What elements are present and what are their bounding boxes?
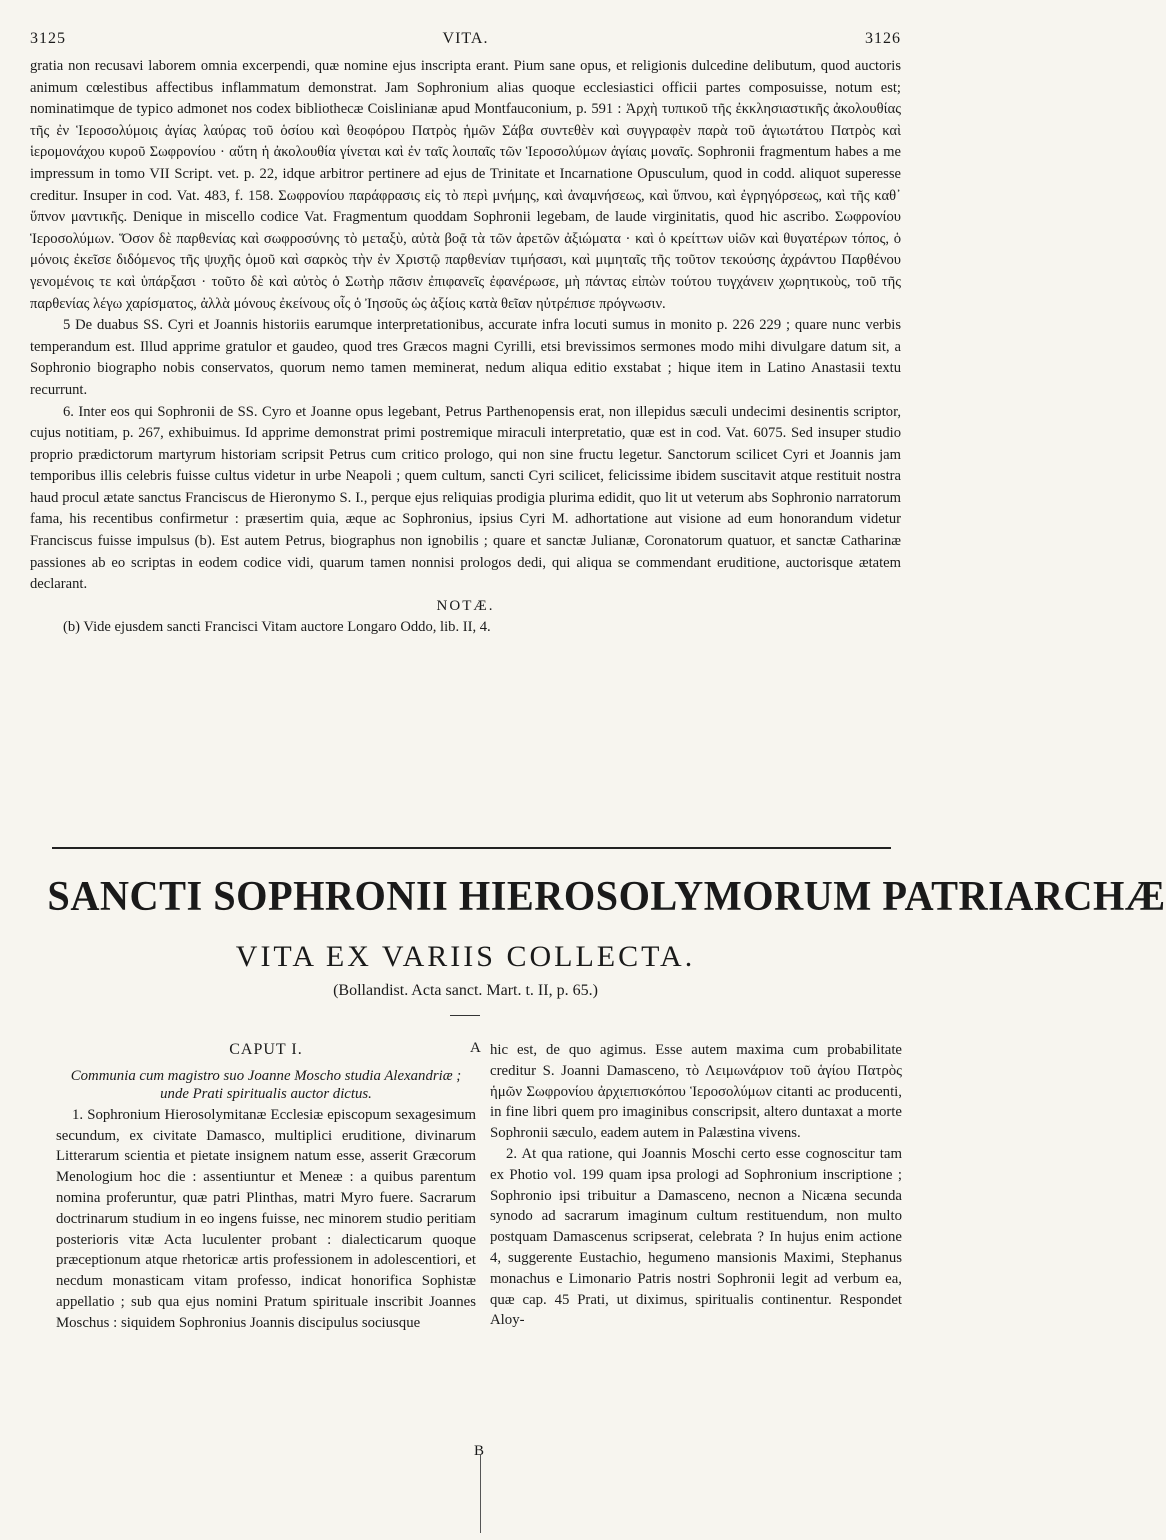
running-title: VITA. <box>442 30 489 47</box>
paragraph-6: 6. Inter eos qui Sophronii de SS. Cyro et Joanne opus legebant, Petrus Parthenopensis erat, non illepidus sæculi undecimi desinentis scriptor, cujus notitiam, p. 267, exhibuimus. Id apprime demonstrat primi postremique miraculi interpretatio, quæ est in cod. Vat. 6075. Sed insuper studio proprio prædictorum martyrum historiam scripsit Petrus cum critico prologo, qui non sine fructu legetur. Sanctorum scilicet Cyri et Joannis jam temporibus illis celebris fuisse cultus videtur in urbe Neapoli ; quem cultum, sancti Cyri scilicet, felicissime ibidem suscitavit atque restituit nostra haud procul ætate sanctus Franciscus de Hieronymo S. I., perque ejus reliquias prodigia plurima edidit, quo lit ut veterum abs Sophronio narratorum fama, his recentibus confirmetur : præsertim quia, æque ac Sophronius, ipsius Cyri M. adhortatione aut visione ad eum honorandum videtur Franciscus fuisse impulsus (b). Est autem Petrus, biographus non ignobilis ; quare et sanctæ Julianæ, Coronatorum quatuor, et sanctæ Catharinæ passiones ab eo scriptas in eodem codice vidi, quarum tamen nonnisi prologos dedi, qui aliqua se commendant eruditione, auctorisque ætatem declarant. <box>30 403 901 593</box>
footnote-b: (b) Vide ejusdem sancti Francisci Vitam auctore Longaro Oddo, lib. II, 4. <box>63 619 491 636</box>
paragraph-5: 5 De duabus SS. Cyri et Joannis historiis earumque interpretationibus, accurate infra locuti sumus in monito p. 226 229 ; quare nunc verbis temperandum est. Illud apprime gratulor et gaudeo, quod tres Græcos magni Cyrilli, etsi brevissimos sermones modo mihi divulgare datum sit, a Sophronio biographo nobis conservatos, quorum nemo tamen meminerat, nedum aliqua editio exstabat ; hique item in Latino Anastasii textu recurrunt. <box>30 317 901 398</box>
paragraph-1-continued: hic est, de quo agimus. Esse autem maxima cum probabilitate creditur S. Joanni Damasceno, τὸ Λειμωνάριον τοῦ ἁγίου Πατρὸς ἡμῶν Σωφρονίου ἀρχιεπισκόπου Ἱεροσολύμων citanti ac producenti, in fine libri quem pro imaginibus conscripsit, altero duntaxat a morte Sophronii sæculo, eadem autem in Palæstina vivens. <box>490 1042 902 1142</box>
section-rule <box>52 847 891 849</box>
sub-title: VITA EX VARIIS COLLECTA. <box>235 940 696 973</box>
main-title: SANCTI SOPHRONII HIEROSOLYMORUM PATRIARCHÆ <box>47 874 1166 920</box>
notes-heading: NOTÆ. <box>436 597 495 614</box>
paragraph-continued: gratia non recusavi laborem omnia excerpendi, quæ nomine ejus inscripta erant. Pium sane opus, et religionis dulcedine delibutum, quod auctoris animum cœlestibus affectibus inflammatum demonstrat. Jam Sophronium alias quoque ecclesiastici officii partes composuisse, notum est; nominatimque de typico admonet nos codex bibliothecæ Coislinianæ apud Montfauconium, p. 591 : Ἀρχὴ τυπικοῦ τῆς ἐκκλησιαστικῆς ἀκολουθίας τῆς ἐν Ἱεροσολύμοις ἁγίας λαύρας τοῦ ὁσίου καὶ θεοφόρου Πατρὸς ἡμῶν Σάβα συντεθὲν καὶ συγγραφὲν παρὰ τοῦ ἁγιωτάτου Πατρὸς καὶ ἱερομονάχου κυροῦ Σωφρονίου · αὕτη ἡ ἀκολουθία γίνεται καὶ ἐν ταῖς λοιπαῖς τῶν Ἱεροσολύμων ἁγίαις μοναῖς. Sophronii fragmentum habes a me impressum in tomo VII Script. vet. p. 22, idque arbitror pertinere ad ejus de Trinitate et Incarnatione Opusculum, quod in codd. aliquot superesse creditur. Insuper in cod. Vat. 483, f. 158. Σωφρονίου παράφρασις εἰς τὸ περὶ μνήμης, καὶ ἀναμνήσεως, καὶ ὕπνου, καὶ ἐγρηγόρσεως, καὶ τῆς καθ᾽ ὕπνον μαντικῆς. Denique in miscello codice Vat. Fragmentum quoddam Sophronii legebam, de laude virginitatis, quod hic ascribo. Σωφρονίου Ἱεροσολύμων. Ὅσον δὲ παρθενίας καὶ σωφροσύνης τὸ μεταξὺ, αὐτὰ βοᾷ τὰ τῶν ἀρετῶν ἀξιώματα · καὶ ὁ κρείττων υἱῶν καὶ θυγατέρων τόπος, ὁ μόνοις ἐκεῖσε διδόμενος τῆς ψυχῆς ὁμοῦ καὶ σαρκὸς τὴν ἐν Χριστῷ παρθενίαν τιμήσασι, καὶ μιμηταῖς τῆς τοῦτον τεκούσης ἀχράντου Παρθένου γενομένοις τε καὶ ὑπάρξασι · τοῦτο δὲ καὶ αὐτὸς ὁ Σωτὴρ πᾶσιν ἐπιφανεῖς ἐφανέρωσε, μὴ πάντας εἰπὼν τούτου τυγχάνειν χωρητικοὺς, τοῦ τῆς παρθενίας λέγω χαρίσματος, ἀλλὰ μόνους ἐκείνους οἷς ὁ Ἰησοῦς ὡς ἀξίοις κατὰ θεῖαν ηὐτρέπισε πρόγνωσιν. <box>30 58 901 312</box>
right-column <box>490 1040 902 1331</box>
page-number-right: 3126 <box>865 30 901 47</box>
paragraph-2: 2. At qua ratione, qui Joannis Moschi certo esse cognoscitur tam ex Photio vol. 199 quam ipsa prologi ad Sophronium inscriptione ; Sophronio ipsi tribuitur a Damasceno, necnon a Nicæna secunda synodo ad sacrarum imaginum cultum restituendum, non multo postquam Damascenus scripserat, celebrata ? In hujus enim actione 4, suggerente Eustachio, hegumeno mansionis Maximi, Stephanus monachus e Limonario Patris nostri Sophronii legit ad verbum ea, quæ cap. 45 Prati, ut diximus, spiritualis continentur. Respondet Aloy- <box>490 1145 902 1329</box>
left-column <box>56 1040 476 1334</box>
source-citation: (Bollandist. Acta sanct. Mart. t. II, p. 65.) <box>333 982 598 999</box>
page-number-left: 3125 <box>30 30 66 47</box>
margin-marker-a: A <box>470 1040 481 1056</box>
chapter-summary: Communia cum magistro suo Joanne Moscho studia Alexandriæ ; unde Prati spiritualis auctor dictus. <box>70 1067 462 1102</box>
margin-marker-b: B <box>474 1443 485 1459</box>
continued-text-block <box>30 56 901 639</box>
column-divider <box>480 1455 481 1533</box>
short-divider <box>450 1015 480 1016</box>
paragraph-1: 1. Sophronium Hierosolymitanæ Ecclesiæ episcopum sexagesimum secundum, ex civitate Damasco, multiplici eruditione, divinarum Litterarum scientia et pietate insignem natum esse, asserit Græcorum Menologium hoc die : assentiuntur et Meneæ : a quibus parentum nomina proferuntur, quæ patri Plinthas, matri Myro fuere. Sacrarum doctrinarum studium in eo ingens fuisse, nec minorem studio peritiam posterioris vitæ Acta luculenter probant : dialecticarum quoque præceptionum atque rhetoricæ artis professionem in adolescentiori, et necdum monasticam vitam professo, indicat honorifica Sophistæ appellatio ; sub qua ejus nomini Pratum spirituale inscribit Joannes Moschus : siquidem Sophronius Joannis discipulus sociusque <box>56 1106 476 1331</box>
running-head <box>30 30 901 52</box>
chapter-heading: CAPUT I. <box>229 1041 303 1058</box>
